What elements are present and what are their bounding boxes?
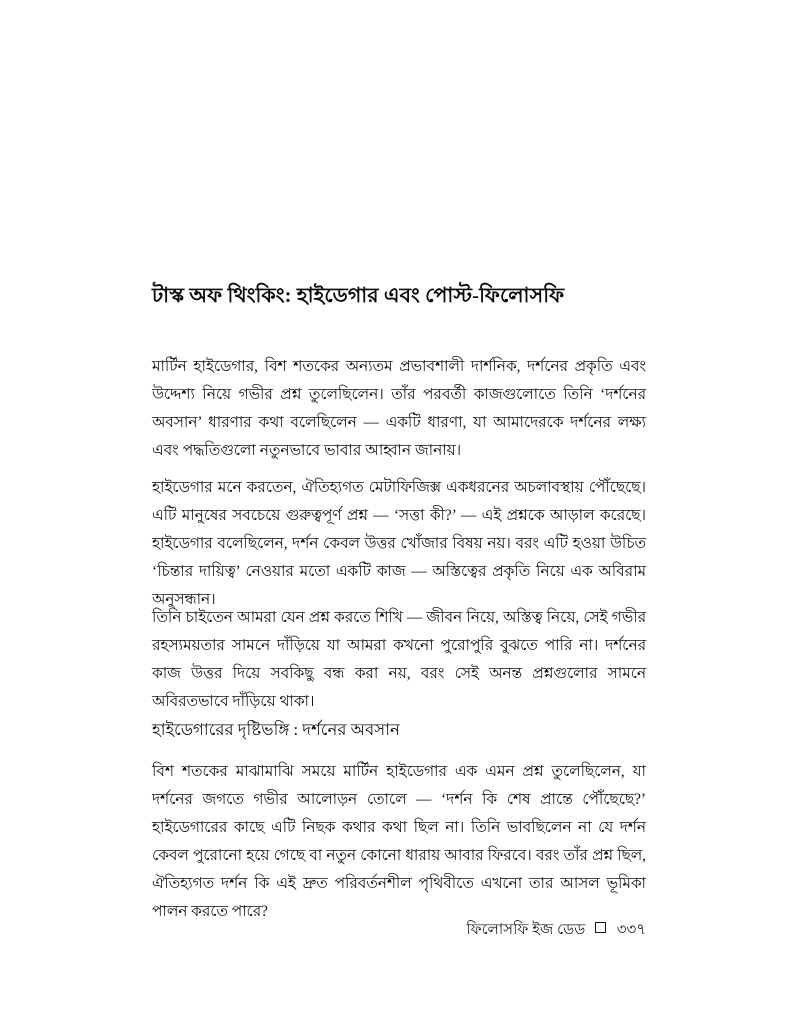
page-title: টাস্ক অফ থিংকিং: হাইডেগার এবং পোস্ট-ফিলোসফি [152,284,565,307]
body-paragraph-1: মার্টিন হাইডেগার, বিশ শতকের অন্যতম প্রভাবশালী দার্শনিক, দর্শনের প্রকৃতি এবং উদ্দেশ্য নিয়ে গভীর প্রশ্ন তুলেছিলেন। তাঁর পরবর্তী কাজগুলোতে তিনি ‘দর্শনের অবসান’ ধারণার কথা বলেছিলেন — একটি ধারণা, যা আমাদেরকে দর্শনের লক্ষ্য এবং পদ্ধতিগুলো নতুনভাবে ভাবার আহ্বান জানায়। [152,358,646,460]
footer-inner [466,918,646,942]
page-number: ৩৩৭ [616,922,646,938]
section-paragraph: বিশ শতকের মাঝামাঝি সময়ে মার্টিন হাইডেগার এক এমন প্রশ্ন তুলেছিলেন, যা দর্শনের জগতে গভীর আলোড়ন তোলে — ‘দর্শন কি শেষ প্রান্তে পৌঁছেছে?’ হাইডেগারের কাছে এটি নিছক কথার কথা ছিল না। তিনি ভাবছিলেন না যে দর্শন কেবল পুরোনো হয়ে গেছে বা নতুন কোনো ধারায় আবার ফিরবে। বরং তাঁর প্রশ্ন ছিল, ঐতিহ্যগত দর্শন কি এই দ্রুত পরিবর্তনশীল পৃথিবীতে এখনো তার আসল ভূমিকা পালন করতে পারে? [152,763,646,921]
body-paragraph-3: তিনি চাইতেন আমরা যেন প্রশ্ন করতে শিখি — জীবন নিয়ে, অস্তিত্ব নিয়ে, সেই গভীর রহস্যময়তার সামনে দাঁড়িয়ে যা আমরা কখনো পুরোপুরি বুঝতে পারি না। দর্শনের কাজ উত্তর দিয়ে সবকিছু বন্ধ করা নয়, বরং সেই অনন্ত প্রশ্নগুলোর সামনে অবিরতভাবে দাঁড়িয়ে থাকা। [152,609,646,711]
square-bullet-icon [595,922,606,933]
footer-book-title: ফিলোসফি ইজ ডেড [466,922,586,938]
section-heading: হাইডেগারের দৃষ্টিভঙ্গি : দর্শনের অবসান [152,719,400,739]
body-paragraph-2: হাইডেগার মনে করতেন, ঐতিহ্যগত মেটাফিজিক্স একধরনের অচলাবস্থায় পৌঁছেছে। এটি মানুষের সবচেয়ে গুরুত্বপূর্ণ প্রশ্ন — ‘সত্তা কী?’ — এই প্রশ্নকে আড়াল করেছে। হাইডেগার বলেছিলেন, দর্শন কেবল উত্তর খোঁজার বিষয় নয়। বরং এটি হওয়া উচিত ‘চিন্তার দায়িত্ব’ নেওয়ার মতো একটি কাজ — অস্তিত্বের প্রকৃতি নিয়ে এক অবিরাম অনুসন্ধান। [152,479,646,609]
page-footer [152,918,646,942]
